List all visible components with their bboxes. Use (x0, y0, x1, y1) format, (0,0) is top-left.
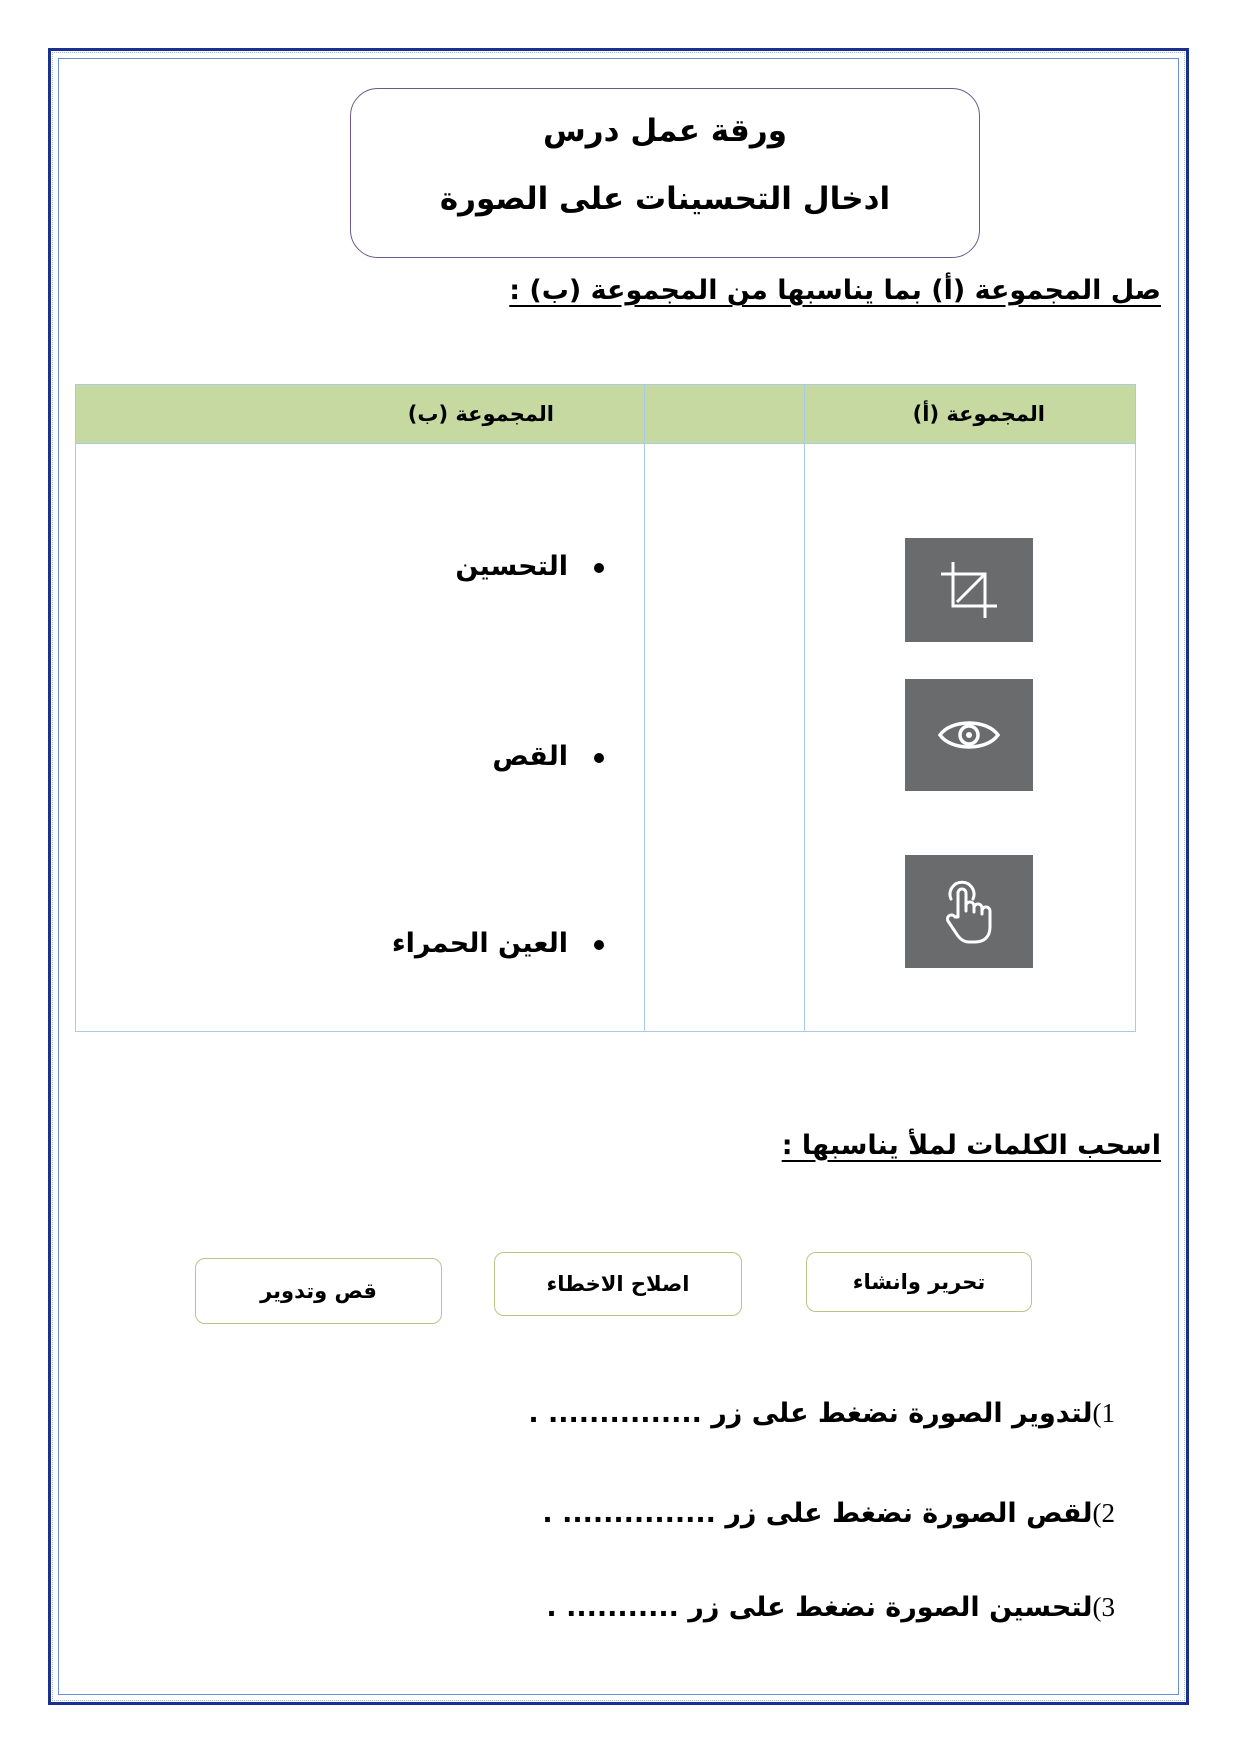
header-blank (645, 385, 805, 444)
list-item: القص (492, 741, 604, 772)
matching-instruction: صل المجموعة (أ) بما يناسبها من المجموعة (ب) : (509, 275, 1161, 306)
list-item: العين الحمراء (392, 928, 604, 959)
lesson-title: ادخال التحسينات على الصورة (439, 181, 891, 217)
header-group-b: المجموعة (ب) (76, 385, 645, 444)
answer-cell[interactable] (645, 444, 805, 1032)
bullet-icon (594, 940, 604, 950)
group-b-cell (76, 444, 645, 1032)
touch-hand-icon[interactable] (905, 855, 1033, 968)
worksheet-title: ورقة عمل درس (543, 113, 787, 149)
fill-sentence: 3)لتحسين الصورة نضغط على زر ........... . (546, 1592, 1115, 1623)
word-chip[interactable]: قص وتدوير (195, 1258, 442, 1324)
bullet-icon (594, 753, 604, 763)
matching-table (75, 384, 1136, 1032)
group-a-cell (805, 444, 1136, 1032)
title-box (350, 88, 980, 258)
fill-instruction: اسحب الكلمات لملأ يناسبها : (781, 1130, 1161, 1161)
fill-sentence: 1)لتدوير الصورة نضغط على زر ............... . (528, 1398, 1115, 1429)
word-chip[interactable]: اصلاح الاخطاء (494, 1252, 742, 1316)
word-chip[interactable]: تحرير وانشاء (806, 1252, 1032, 1312)
eye-icon[interactable] (905, 679, 1033, 791)
bullet-icon (594, 563, 604, 573)
list-item: التحسين (455, 551, 604, 582)
fill-sentence: 2)لقص الصورة نضغط على زر ............... . (542, 1498, 1115, 1529)
crop-icon[interactable] (905, 538, 1033, 642)
header-group-a: المجموعة (أ) (805, 385, 1136, 444)
